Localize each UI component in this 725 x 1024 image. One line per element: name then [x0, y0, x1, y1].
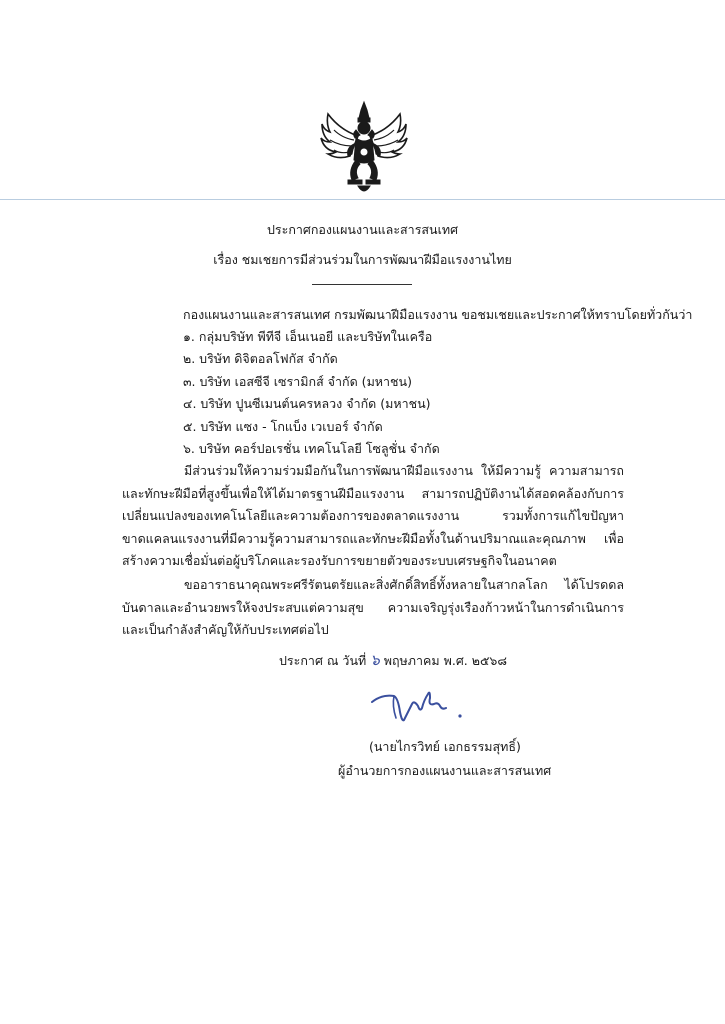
- garuda-emblem-icon: [318, 100, 410, 196]
- heading-divider: [312, 284, 412, 285]
- body-paragraph-1: มีส่วนร่วมให้ความร่วมมือกันในการพัฒนาฝีมือแรงงาน ให้มีความรู้ ความสามารถ และทักษะฝีมือที่สูงขึ้นเพื่อให้ได้มาตรฐานฝีมือแรงงาน สามารถปฏิบัติงานได้สอดคล้องกับการเปลี่ยนแปลงของเทคโนโลยีและความต้องการของตลาดแรงงาน รวมทั้งการแก้ไขปัญหาขาดแคลนแรงงานที่มีความรู้ความสามารถและทักษะฝีมือทั้งในด้านปริมาณและคุณภาพ เพื่อสร้างความเชื่อมั่นต่อผู้บริโภคและรองรับการขยายตัวของระบบเศรษฐกิจในอนาคต: [122, 463, 624, 568]
- announcement-date: [279, 651, 507, 670]
- list-item: ๓. บริษัท เอสซีจี เซรามิกส์ จำกัด (มหาชน): [183, 374, 412, 389]
- scan-line: [0, 199, 725, 200]
- body-paragraph-2: ขออาราธนาคุณพระศรีรัตนตรัยและสิ่งศักดิ์สิทธิ์ทั้งหลายในสากลโลก ได้โปรดดลบันดาลและอำนวยพรให้จงประสบแต่ความสุข ความเจริญรุ่งเรืองก้าวหน้าในการดำเนินการ และเป็นกำลังสำคัญให้กับประเทศต่อไป: [122, 577, 624, 637]
- date-prefix: ประกาศ ณ วันที่: [279, 653, 367, 668]
- announcement-subject: เรื่อง ชมเชยการมีส่วนร่วมในการพัฒนาฝีมือแรงงานไทย: [213, 252, 512, 267]
- date-day: ๖: [370, 651, 380, 669]
- list-item: ๕. บริษัท แซง - โกแบ็ง เวเบอร์ จำกัด: [183, 419, 383, 434]
- list-item: ๒. บริษัท ดิจิตอลโฟกัส จำกัด: [183, 351, 338, 366]
- signatory-name: (นายไกรวิทย์ เอกธรรมสุทธิ์): [369, 739, 521, 754]
- list-item: ๑. กลุ่มบริษัท พีทีจี เอ็นเนอยี และบริษัทในเครือ: [183, 329, 433, 344]
- signatory-position: ผู้อำนวยการกองแผนงานและสารสนเทศ: [338, 763, 552, 778]
- intro-text: กองแผนงานและสารสนเทศ กรมพัฒนาฝีมือแรงงาน ขอชมเชยและประกาศให้ทราบโดยทั่วกันว่า: [183, 307, 693, 322]
- signature-icon: [368, 682, 468, 732]
- list-item: ๖. บริษัท คอร์ปอเรชั่น เทคโนโลยี โซลูชั่น จำกัด: [183, 441, 440, 456]
- announcement-title: ประกาศกองแผนงานและสารสนเทศ: [266, 222, 459, 237]
- list-item: ๔. บริษัท ปูนซีเมนต์นครหลวง จำกัด (มหาชน): [183, 396, 431, 411]
- date-month-year: พฤษภาคม พ.ศ. ๒๕๖๘: [383, 653, 507, 668]
